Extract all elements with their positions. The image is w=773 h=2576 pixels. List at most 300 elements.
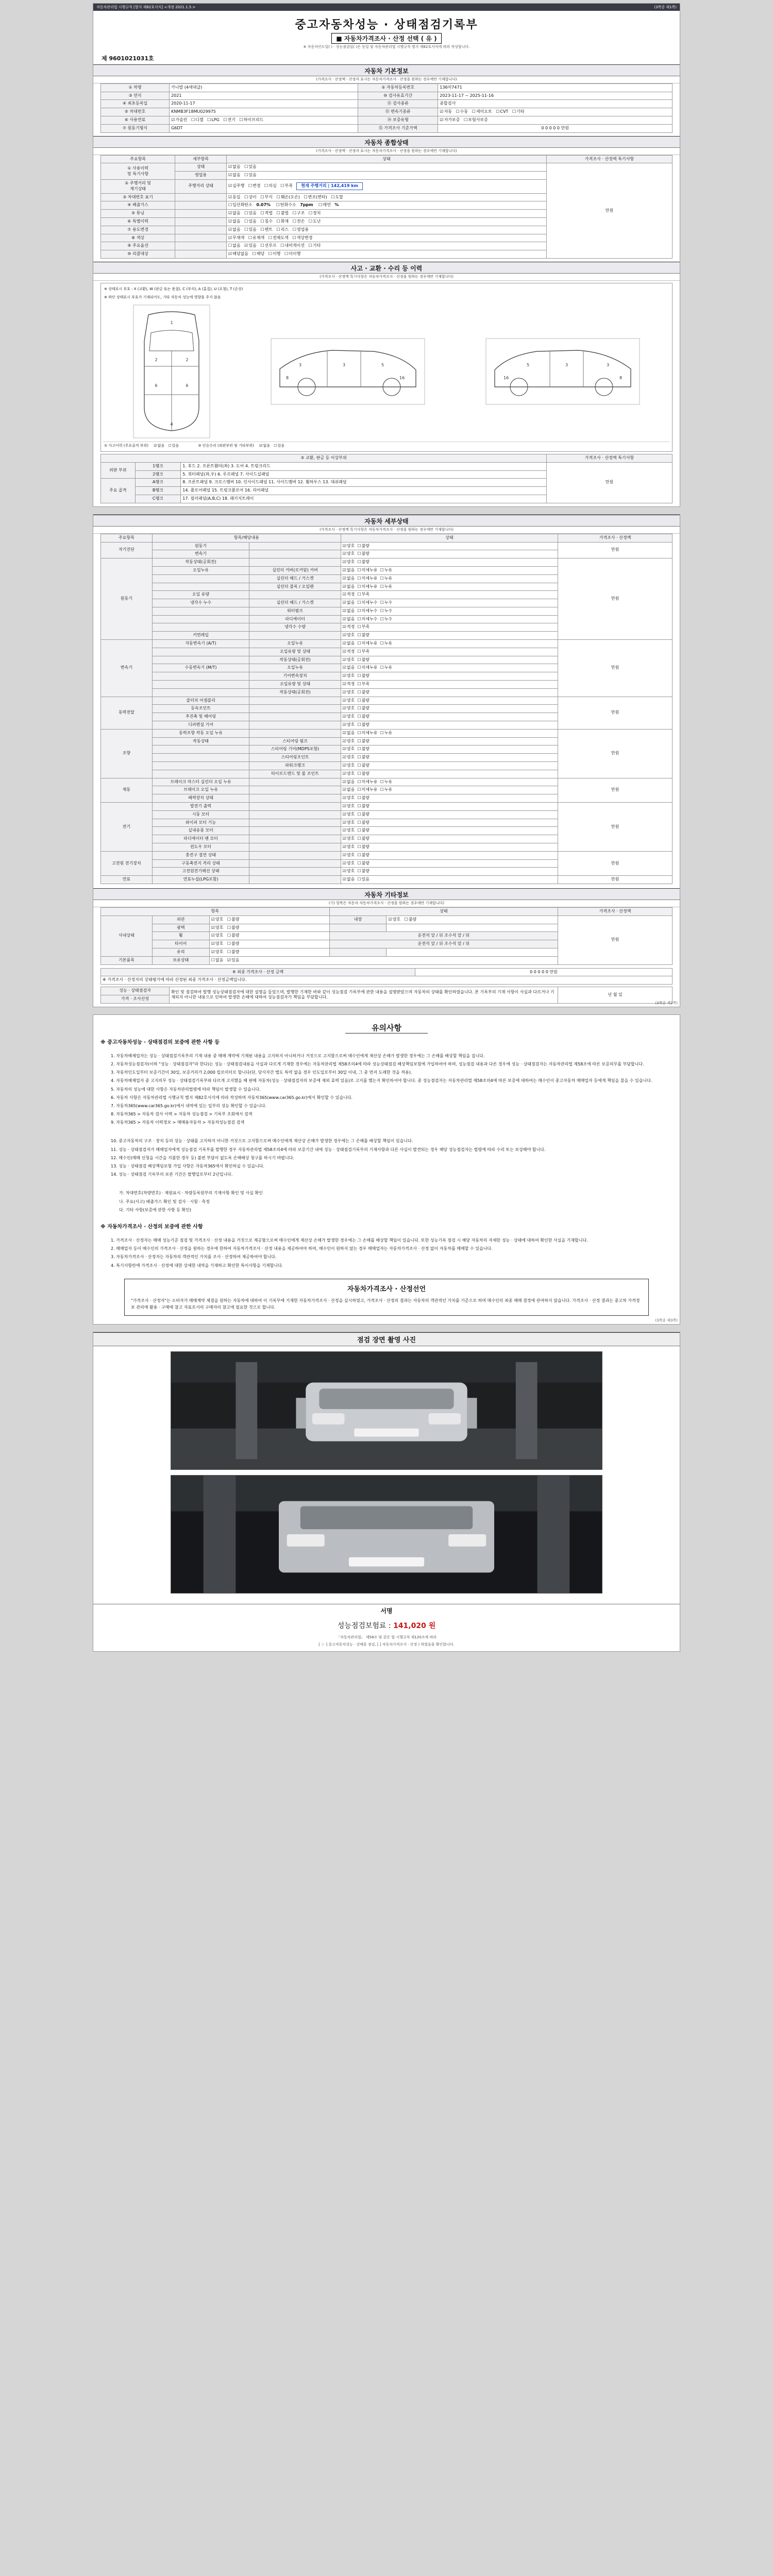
checkbox-적정[interactable]: ☑ 적정	[343, 592, 355, 598]
checkbox-누수[interactable]: ☐ 누수	[380, 600, 392, 606]
basic-value: 136머7471	[438, 83, 673, 92]
checkbox-양호[interactable]: ☑ 양호	[343, 763, 355, 769]
detail-price-note: 만원	[558, 640, 673, 697]
checkbox-good[interactable]: ☑ 양호	[211, 925, 224, 931]
detail-item	[152, 688, 249, 697]
checkbox-미세누수[interactable]: ☐ 미세누수	[357, 600, 377, 606]
detail-group-1: 원동기	[101, 558, 153, 640]
checkbox-없음[interactable]: ☑ 없음	[343, 600, 355, 606]
checkbox-불량[interactable]: ☐ 불량	[357, 544, 369, 549]
checkbox-누유[interactable]: ☐ 누유	[380, 779, 392, 785]
checkbox-불량[interactable]: ☐ 불량	[357, 755, 369, 760]
checkbox-부족[interactable]: ☐ 부족	[357, 624, 369, 630]
checkbox-불량[interactable]: ☐ 불량	[357, 633, 369, 638]
checkbox-none[interactable]: ☑ 없음	[228, 227, 241, 233]
checkbox-불량[interactable]: ☐ 불량	[357, 844, 369, 850]
checkbox-양호[interactable]: ☑ 양호	[343, 722, 355, 728]
notice-item: 9. 자동차365 > 자동차 이력정보 > 매매용자동차 > 자동차성능점검 검색	[111, 1120, 245, 1125]
checkbox-good[interactable]: ☑ 양호	[211, 933, 224, 939]
panel-items: 14. 플로어패널 15. 트렁크플로어 16. 리어패널	[181, 487, 547, 495]
checkbox-none[interactable]: ☑ 없음	[228, 173, 241, 178]
checkbox-bad[interactable]: ☐ 불량	[227, 925, 240, 931]
checkbox-미세누유[interactable]: ☐ 미세누유	[357, 568, 377, 573]
detail-subitem	[249, 705, 341, 713]
inspection-insurance-row	[93, 1617, 680, 1634]
detail-item	[152, 648, 249, 656]
checkbox-lpg[interactable]: ☐ LPG	[207, 117, 220, 123]
checkbox-illegal[interactable]: ☐ 불법	[277, 211, 289, 216]
detail-status	[341, 713, 558, 721]
checkbox-없음[interactable]: ☑ 없음	[343, 787, 355, 793]
detail-group-6: 전기	[101, 803, 153, 852]
checkbox-suspect[interactable]: ☐ 의심	[264, 183, 277, 189]
checkbox-있음[interactable]: ☐ 있음	[357, 877, 369, 883]
detail-status	[341, 762, 558, 770]
basic-label: ② 자동차등록번호	[358, 83, 438, 92]
checkbox-불량[interactable]: ☐ 불량	[357, 698, 369, 704]
checkbox-불량[interactable]: ☐ 불량	[357, 714, 369, 720]
checkbox-미세누수[interactable]: ☐ 미세누수	[357, 617, 377, 622]
checkbox-bad[interactable]: ☐ 불량	[227, 941, 240, 947]
checkbox-미세누유[interactable]: ☐ 미세누유	[357, 779, 377, 785]
checkbox-etc[interactable]: ☐ 기타	[309, 243, 321, 249]
checkbox-flood[interactable]: ☐ 침수	[260, 219, 273, 225]
checkbox-불량[interactable]: ☐ 불량	[357, 706, 369, 711]
checkbox-적정[interactable]: ☑ 적정	[343, 649, 355, 655]
page-indicator-3: (3쪽중 제3쪽)	[655, 1318, 678, 1323]
checkbox-불량[interactable]: ☐ 불량	[357, 763, 369, 769]
detail-item: 오일누유	[152, 566, 249, 574]
checkbox-미세누유[interactable]: ☐ 미세누유	[357, 731, 377, 736]
detail-subitem	[249, 835, 341, 843]
checkbox-bad[interactable]: ☐ 불량	[227, 933, 240, 939]
checkbox-none[interactable]: ☑ 없음	[228, 164, 241, 170]
checkbox-commercial[interactable]: ☐ 영업용	[293, 227, 309, 233]
table-header-row	[101, 907, 673, 916]
other-tire-positions: 운전석 앞 / 뒤 조수석 앞 / 뒤	[329, 940, 558, 948]
checkbox-yes[interactable]: ☐ 있음	[244, 164, 257, 170]
checkbox-불량[interactable]: ☐ 불량	[357, 869, 369, 874]
detail-subitem: 스티어링 펌프	[249, 737, 341, 745]
panel-group-exterior: 외판 부위	[101, 462, 136, 479]
checkbox-corrosion[interactable]: ☐ 부식	[260, 195, 273, 200]
checkbox-none[interactable]: ☑ 없음	[259, 443, 270, 448]
detail-status	[341, 803, 558, 811]
sheet-page-2	[93, 514, 680, 1007]
checkbox-양호[interactable]: ☑ 양호	[343, 551, 355, 557]
checkbox-없음[interactable]: ☑ 없음	[343, 584, 355, 590]
checkbox-legal[interactable]: ☐ 적법	[260, 211, 273, 216]
checkbox-identical[interactable]: ☑ 동일	[228, 195, 241, 200]
basic-label: ⑭ 보증유형	[358, 116, 438, 124]
detail-status	[341, 591, 558, 599]
other-status-possession	[209, 956, 558, 964]
checkbox-양호[interactable]: ☑ 양호	[343, 706, 355, 711]
basic-label: ④ 최초등록일	[101, 100, 170, 108]
checkbox-hc[interactable]: ☐ 탄화수소	[276, 202, 296, 208]
checkbox-미세누수[interactable]: ☐ 미세누수	[357, 608, 377, 614]
checkbox-chromatic[interactable]: ☐ 유채색	[248, 235, 264, 241]
detail-item	[152, 672, 249, 681]
checkbox-self-warranty[interactable]: ☑ 자가보증	[440, 117, 460, 123]
notice-item: 5. 자동차의 성능에 대한 사항은 자동차관리법령에 따라 책임이 발생할 수 있습니다.	[111, 1087, 261, 1092]
notice-bullet: 나. 주요(사고) 배출가스 확인 및 검사 · 시험 · 측정	[119, 1199, 210, 1204]
checkbox-양호[interactable]: ☑ 양호	[343, 804, 355, 809]
checkbox-yes[interactable]: ☐ 있음	[168, 443, 179, 448]
checkbox-total-loss[interactable]: ☐ 전손	[293, 219, 305, 225]
overall-status-special	[226, 217, 546, 226]
checkbox-trans-etc[interactable]: ☐ 기타	[512, 109, 525, 115]
checkbox-none[interactable]: ☐ 없음	[211, 958, 224, 963]
checkbox-good[interactable]: ☑ 양호	[211, 950, 224, 955]
checkbox-yes[interactable]: ☑ 있음	[244, 243, 257, 249]
checkbox-양호[interactable]: ☑ 양호	[343, 755, 355, 760]
detail-status	[341, 745, 558, 754]
other-item-interior: 내장	[329, 916, 386, 924]
checkbox-없음[interactable]: ☑ 없음	[343, 641, 355, 647]
checkbox-not-done[interactable]: ☐ 미이행	[284, 251, 300, 257]
detail-status	[341, 615, 558, 623]
detail-group-8: 연료	[101, 876, 153, 884]
svg-text:3: 3	[606, 362, 609, 367]
checkbox-적정[interactable]: ☑ 적정	[343, 682, 355, 687]
checkbox-양호[interactable]: ☑ 양호	[343, 853, 355, 858]
checkbox-부족[interactable]: ☐ 부족	[357, 649, 369, 655]
checkbox-누유[interactable]: ☐ 누유	[380, 731, 392, 736]
checkbox-yes[interactable]: ☐ 있음	[244, 227, 257, 233]
checkbox-양호[interactable]: ☑ 양호	[343, 869, 355, 874]
checkbox-yes[interactable]: ☑ 있음	[227, 958, 240, 963]
checkbox-diesel[interactable]: ☐ 디젤	[191, 117, 204, 123]
checkbox-없음[interactable]: ☑ 없음	[343, 877, 355, 883]
checkbox-sunroof[interactable]: ☐ 선루프	[260, 243, 276, 249]
overall-item-recall: ⑩ 리콜대상	[101, 250, 175, 259]
checkbox-누유[interactable]: ☐ 누유	[380, 641, 392, 647]
checkbox-불량[interactable]: ☐ 불량	[357, 828, 369, 834]
detail-subitem	[249, 786, 341, 794]
detail-subitem	[249, 859, 341, 868]
detail-item	[152, 574, 249, 583]
base-price-value: 0 0 0 0 0 만원	[438, 124, 673, 132]
checkbox-양호[interactable]: ☑ 양호	[343, 861, 355, 867]
checkbox-co[interactable]: ☐ 일산화탄소	[228, 202, 253, 208]
checkbox-누수[interactable]: ☐ 누수	[380, 617, 392, 622]
price-survey-option: ■ 자동차가격조사 · 산정 선택 ( 유 )	[331, 33, 441, 44]
simple-repair-label: ② 단순수리 (외판부위 및 기타부위)	[198, 443, 254, 448]
checkbox-damaged[interactable]: ☐ 훼손(오손)	[277, 195, 300, 200]
checkbox-full-repaint[interactable]: ☐ 전체도색	[268, 235, 289, 241]
checkbox-양호[interactable]: ☑ 양호	[343, 747, 355, 752]
checkbox-양호[interactable]: ☑ 양호	[343, 836, 355, 842]
checkbox-누유[interactable]: ☐ 누유	[380, 787, 392, 793]
overall-status-color	[226, 234, 546, 242]
checkbox-양호[interactable]: ☑ 양호	[343, 795, 355, 801]
price-notice-item: 2. 매매업자 등이 매수인의 가격조사 · 산정을 원하는 경우에 한하여 자동차가격조사 · 산정 내용을 제공하여야 하며, 매수인이 원하지 않는 경우 매매업자는 자동차가격조사 · 산정 없이 자동차를 매매할 수 있습니다.	[111, 1246, 493, 1251]
checkbox-없음[interactable]: ☑ 없음	[343, 731, 355, 736]
other-item-blank	[329, 924, 386, 932]
checkbox-양호[interactable]: ☑ 양호	[343, 739, 355, 744]
detail-subitem: 스티어링조인트	[249, 754, 341, 762]
checkbox-없음[interactable]: ☑ 없음	[343, 568, 355, 573]
other-group-condition: 사내상태	[101, 916, 153, 956]
checkbox-없음[interactable]: ☑ 없음	[343, 779, 355, 785]
section-overall-header: 자동차 종합상태	[93, 136, 680, 148]
sign-date: 년 월 일	[558, 987, 673, 1004]
checkbox-done[interactable]: ☐ 이행	[268, 251, 281, 257]
detail-status	[341, 737, 558, 745]
detail-subitem	[249, 558, 341, 567]
checkbox-양호[interactable]: ☑ 양호	[343, 771, 355, 777]
checkbox-good[interactable]: ☑ 양호	[211, 941, 224, 947]
checkbox-누수[interactable]: ☐ 누수	[380, 608, 392, 614]
checkbox-lease[interactable]: ☐ 리스	[277, 227, 289, 233]
overall-sub-recall	[175, 250, 227, 259]
other-item-polish: 광택	[152, 924, 209, 932]
checkbox-good[interactable]: ☑ 양호	[211, 917, 224, 923]
checkbox-insurer-warranty[interactable]: ☐ 보험사보증	[464, 117, 488, 123]
checkbox-none[interactable]: ☑ 없음	[154, 443, 164, 448]
checkbox-lack[interactable]: ☐ 부족	[280, 183, 293, 189]
checkbox-불량[interactable]: ☐ 불량	[357, 739, 369, 744]
detail-item: 수동변속기 (M/T)	[152, 664, 249, 672]
checkbox-gasoline[interactable]: ☑ 가솔린	[171, 117, 187, 123]
detail-subitem: 실린더 커버(로커암) 커버	[249, 566, 341, 574]
photo-area	[93, 1346, 680, 1604]
footer-line-1: 「자동차관리법」 제58조 및 같은 법 시행규칙 제120조에 따라	[337, 1635, 436, 1640]
table-row	[101, 640, 673, 648]
checkbox-good[interactable]: ☑ 양호	[388, 917, 400, 923]
checkbox-bad[interactable]: ☐ 불량	[227, 917, 240, 923]
detail-item: 작동상태	[152, 737, 249, 745]
checkbox-적정[interactable]: ☑ 적정	[343, 624, 355, 630]
checkbox-structure[interactable]: ☐ 구조	[293, 211, 305, 216]
detail-subitem	[249, 729, 341, 737]
checkbox-color-change[interactable]: ☐ 색상변경	[292, 235, 312, 241]
checkbox-양호[interactable]: ☑ 양호	[343, 657, 355, 663]
checkbox-actual[interactable]: ☑ 실주행	[228, 183, 244, 189]
panel-items: 5. 쿼터패널(좌,우) 6. 루프패널 7. 사이드실패널	[181, 470, 547, 479]
checkbox-불량[interactable]: ☐ 불량	[357, 853, 369, 858]
svg-text:2: 2	[186, 357, 189, 362]
checkbox-applicable[interactable]: ☐ 해당	[253, 251, 265, 257]
checkbox-불량[interactable]: ☐ 불량	[357, 560, 369, 565]
checkbox-different[interactable]: ☐ 상이	[244, 195, 257, 200]
checkbox-없음[interactable]: ☑ 없음	[343, 576, 355, 582]
checkbox-semiauto[interactable]: ☐ 세미오토	[472, 109, 492, 115]
checkbox-electric[interactable]: ☐ 전기	[223, 117, 236, 123]
checkbox-미세누유[interactable]: ☐ 미세누유	[357, 787, 377, 793]
checkbox-불량[interactable]: ☐ 불량	[357, 861, 369, 867]
checkbox-yes[interactable]: ☐ 있음	[244, 211, 257, 216]
col-status: 상태	[226, 155, 546, 163]
detail-subitem: 타이로드엔드 및 볼 조인트	[249, 770, 341, 778]
detail-subitem	[249, 591, 341, 599]
section-accident-sub: (가격조사 · 산정액 특기사항은 자동차가격조사 · 산정을 원하는 경우에만 기재합니다)	[93, 274, 680, 281]
col-main-item: 주요항목	[101, 534, 153, 542]
table-row	[101, 697, 673, 705]
checkbox-미세누유[interactable]: ☐ 미세누유	[357, 665, 377, 671]
notice-head-1: ※ 중고자동차성능 · 상태점검의 보증에 관한 사항 등	[100, 1039, 220, 1045]
overall-sub-options	[175, 242, 227, 250]
checkbox-불량[interactable]: ☐ 불량	[357, 820, 369, 826]
checkbox-없음[interactable]: ☑ 없음	[343, 617, 355, 622]
checkbox-불량[interactable]: ☐ 불량	[357, 551, 369, 557]
detail-group-3: 동력전달	[101, 697, 153, 729]
col-status: 상태	[341, 534, 558, 542]
checkbox-부족[interactable]: ☐ 부족	[357, 592, 369, 598]
checkbox-양호[interactable]: ☑ 양호	[343, 633, 355, 638]
warranty-checkboxes	[438, 116, 673, 124]
checkbox-누유[interactable]: ☐ 누유	[380, 584, 392, 590]
checkbox-불량[interactable]: ☐ 불량	[357, 771, 369, 777]
detail-status	[341, 705, 558, 713]
checkbox-불량[interactable]: ☐ 불량	[357, 690, 369, 696]
checkbox-yes[interactable]: ☐ 있음	[244, 173, 257, 178]
checkbox-양호[interactable]: ☑ 양호	[343, 828, 355, 834]
detail-subitem	[249, 632, 341, 640]
detail-item: 윈도우 모터	[152, 843, 249, 852]
detail-group-4: 조향	[101, 729, 153, 778]
checkbox-양호[interactable]: ☑ 양호	[343, 698, 355, 704]
checkbox-누유[interactable]: ☐ 누유	[380, 576, 392, 582]
checkbox-navigation[interactable]: ☐ 내비게이션	[280, 243, 305, 249]
checkbox-미세누유[interactable]: ☐ 미세누유	[357, 641, 377, 647]
checkbox-manual[interactable]: ☐ 수동	[456, 109, 468, 115]
checkbox-hybrid[interactable]: ☐ 하이브리드	[240, 117, 264, 123]
checkbox-rent[interactable]: ☐ 렌트	[260, 227, 273, 233]
detail-item: 충전구 절연 상태	[152, 851, 249, 859]
accident-history-label: ① 사고이력 (주요골격 부위)	[104, 443, 149, 448]
detail-price-note: 만원	[558, 729, 673, 778]
other-status-blank	[386, 924, 558, 932]
checkbox-양호[interactable]: ☑ 양호	[343, 560, 355, 565]
table-header-row	[101, 454, 673, 462]
checkbox-양호[interactable]: ☑ 양호	[343, 673, 355, 679]
svg-text:8: 8	[285, 375, 289, 380]
detail-status	[341, 542, 558, 550]
other-wheel-positions: 운전석 앞 / 뒤 조수석 앞 / 뒤	[329, 932, 558, 940]
panel-items: 8. 프론트패널 9. 크로스멤버 10. 인사이드패널 11. 사이드멤버 12. 휠하우스 13. 대쉬패널	[181, 479, 547, 487]
checkbox-fire[interactable]: ☐ 화재	[277, 219, 289, 225]
detail-status	[341, 859, 558, 868]
col-price: 가격조사 · 산정액	[558, 907, 673, 916]
checkbox-smoke[interactable]: ☐ 매연	[318, 202, 331, 208]
table-row	[101, 976, 673, 985]
checkbox-불량[interactable]: ☐ 불량	[357, 804, 369, 809]
checkbox-부족[interactable]: ☐ 부족	[357, 682, 369, 687]
other-status-exterior	[209, 916, 329, 924]
checkbox-미세누유[interactable]: ☐ 미세누유	[357, 584, 377, 590]
detail-status	[341, 558, 558, 567]
detail-status	[341, 681, 558, 689]
overall-item-vin: ③ 차대번호 표기	[101, 193, 175, 201]
detail-price-note: 만원	[558, 778, 673, 802]
checkbox-not-applicable[interactable]: ☑ 해당없음	[228, 251, 248, 257]
checkbox-불량[interactable]: ☐ 불량	[357, 673, 369, 679]
footer-line-2: [ ＞ ] 중고자동차성능 · 상태를 점검, [ ] 자동차가격조사 · 산정 ) 하였음을 확인합니다.	[318, 1642, 455, 1647]
table-row	[101, 729, 673, 737]
other-status-tire	[209, 940, 329, 948]
checkbox-yes[interactable]: ☐ 있음	[244, 219, 257, 225]
checkbox-없음[interactable]: ☑ 없음	[343, 665, 355, 671]
detail-subitem: 오일누유	[249, 640, 341, 648]
document-note: ※ 자동차인도일( ) · 성능점검일( )은 동일 및 자동차관리법 시행규칙 별지 제82호서식에 따라 작성합니다.	[303, 45, 470, 49]
svg-text:6: 6	[155, 383, 158, 388]
checkbox-bad[interactable]: ☐ 불량	[405, 917, 417, 923]
inspector-label: 성능 · 상태점검자	[101, 987, 170, 995]
checkbox-누유[interactable]: ☐ 누유	[380, 568, 392, 573]
detail-item: 라디에이터 팬 모터	[152, 835, 249, 843]
checkbox-none[interactable]: ☑ 없음	[228, 211, 241, 216]
svg-text:3: 3	[298, 362, 302, 367]
checkbox-양호[interactable]: ☑ 양호	[343, 820, 355, 826]
checkbox-none[interactable]: ☑ 없음	[228, 219, 241, 225]
checkbox-없음[interactable]: ☑ 없음	[343, 608, 355, 614]
table-row	[101, 778, 673, 786]
checkbox-none[interactable]: ☐ 없음	[228, 243, 241, 249]
checkbox-achromatic[interactable]: ☑ 무채색	[228, 235, 244, 241]
checkbox-cvt[interactable]: ☐ CVT	[496, 109, 508, 115]
declaration-text: "가격조사 · 산정자"는 소비자가 매매계약 체결을 원하는 자동차에 대하여 이 기록부에 기재한 자동차가격조사 · 산정을 실시하였고, 가격조사 · 산정의 결과는 자동차의 객관적인 가치를 기준으로 하며 매수인의 최종 매매 결정에 관여하지 않습니다. 가격조사 · 산정 결과는 중고차 가격정보 관리에 활용 · 구매에 참고 자료로서의 구매자의 참고에 필요한 것으로 합니다.	[131, 1298, 640, 1310]
notice-item: 8. 자동차365 > 자동차 검사 이력 > 자동차 성능점검 > 기록부 조회에서 검색	[111, 1112, 253, 1117]
other-status-wheel	[209, 932, 329, 940]
detail-subitem	[249, 810, 341, 819]
detail-subitem	[249, 868, 341, 876]
detail-subitem	[249, 721, 341, 730]
other-status-blank2	[386, 948, 558, 956]
checkbox-yes[interactable]: ☐ 있음	[274, 443, 284, 448]
car-diagram-front-view	[133, 304, 210, 438]
checkbox-changed[interactable]: ☐ 변경	[248, 183, 261, 189]
checkbox-양호[interactable]: ☑ 양호	[343, 812, 355, 818]
checkbox-불량[interactable]: ☐ 불량	[357, 747, 369, 752]
final-price-amount: 0 0 0 0 0 만원	[415, 968, 672, 976]
checkbox-bad[interactable]: ☐ 불량	[227, 950, 240, 955]
checkbox-양호[interactable]: ☑ 양호	[343, 544, 355, 549]
detail-subitem: 작동상태(공회전)	[249, 688, 341, 697]
checkbox-altered[interactable]: ☐ 변조(변타)	[304, 195, 327, 200]
svg-text:1: 1	[170, 320, 173, 325]
detail-status	[341, 843, 558, 852]
checkbox-누유[interactable]: ☐ 누유	[380, 665, 392, 671]
document-subtitle	[93, 33, 680, 44]
detail-item: 작동상태(공회전)	[152, 558, 249, 567]
checkbox-device[interactable]: ☐ 장치	[309, 211, 321, 216]
detail-subitem	[249, 803, 341, 811]
checkbox-erased[interactable]: ☐ 도말	[331, 195, 343, 200]
checkbox-불량[interactable]: ☐ 불량	[357, 812, 369, 818]
checkbox-양호[interactable]: ☑ 양호	[343, 714, 355, 720]
checkbox-불량[interactable]: ☐ 불량	[357, 795, 369, 801]
detail-item: 디퍼렌셜 기어	[152, 721, 249, 730]
detail-item: 커먼레일	[152, 632, 249, 640]
overall-sub-tuning	[175, 210, 227, 218]
basic-value: 카니발 (4세대급)	[170, 83, 358, 92]
checkbox-불량[interactable]: ☐ 불량	[357, 722, 369, 728]
checkbox-양호[interactable]: ☑ 양호	[343, 844, 355, 850]
checkbox-양호[interactable]: ☑ 양호	[343, 690, 355, 696]
overall-sub-special	[175, 217, 227, 226]
notice-item: 10. 중고자동차의 구조 · 장치 등의 성능 · 상태를 고지하지 아니한 거짓으로 고지함으로써 매수인에게 재산상 손해가 발생한 경우에는 그 손해를 배상할 책임이 있습니다.	[111, 1139, 413, 1144]
detail-item	[152, 607, 249, 615]
checkbox-theft[interactable]: ☐ 도난	[309, 219, 321, 225]
checkbox-미세누유[interactable]: ☐ 미세누유	[357, 576, 377, 582]
smoke-value: %	[334, 202, 339, 208]
checkbox-불량[interactable]: ☐ 불량	[357, 836, 369, 842]
checkbox-auto[interactable]: ☑ 자동	[440, 109, 452, 115]
insurance-fee-value: 141,020 원	[393, 1622, 436, 1631]
checkbox-불량[interactable]: ☐ 불량	[357, 657, 369, 663]
